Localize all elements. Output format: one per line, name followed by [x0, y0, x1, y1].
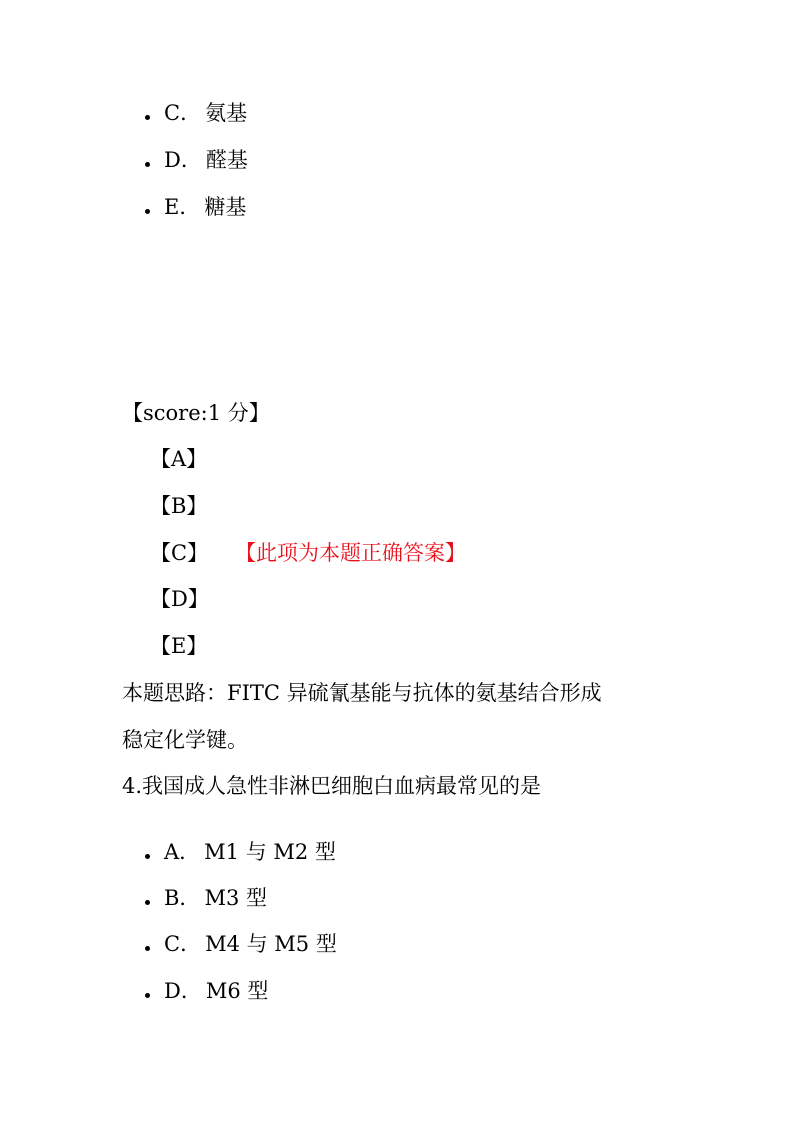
- option-letter: C．: [164, 932, 202, 956]
- bullet-icon: [145, 209, 150, 214]
- q4-option-a: [145, 838, 336, 866]
- answer-e: [150, 632, 207, 660]
- option-letter: D．: [164, 148, 202, 172]
- option-letter: B．: [164, 886, 201, 910]
- bullet-icon: [145, 946, 150, 951]
- option-text: 氨基: [205, 101, 248, 125]
- bullet-icon: [145, 162, 150, 167]
- option-text: M4 与 M5 型: [205, 932, 337, 956]
- option-text: 糖基: [204, 195, 247, 219]
- option-e-prev: [145, 193, 246, 221]
- bullet-icon: [145, 854, 150, 859]
- option-d-prev: [145, 146, 248, 174]
- option-letter: C．: [164, 101, 202, 125]
- answer-b: [150, 492, 207, 520]
- option-text: M3 型: [204, 886, 267, 910]
- answer-label: 【E】: [150, 634, 208, 658]
- option-letter: E．: [164, 195, 201, 219]
- bullet-icon: [145, 993, 150, 998]
- option-text: M1 与 M2 型: [204, 840, 336, 864]
- q4-option-d: [145, 977, 268, 1005]
- explanation-line-1: 本题思路：FITC 异硫氰基能与抗体的氨基结合形成: [122, 681, 602, 705]
- answer-label: 【B】: [150, 494, 208, 518]
- option-text: 醛基: [205, 148, 248, 172]
- option-c-prev: [145, 99, 247, 127]
- question-4-title: 4.我国成人急性非淋巴细胞白血病最常见的是: [122, 774, 542, 798]
- q4-option-c: [145, 930, 337, 958]
- answer-c: [150, 539, 466, 567]
- q4-option-b: [145, 884, 267, 912]
- answer-label: 【C】: [150, 541, 209, 565]
- explanation-line-2: 稳定化学键。: [122, 728, 248, 752]
- correct-answer-tag: 【此项为本题正确答案】: [235, 541, 466, 565]
- option-text: M6 型: [205, 979, 269, 1003]
- bullet-icon: [145, 115, 150, 120]
- answer-d: [150, 585, 209, 613]
- option-letter: D．: [164, 979, 202, 1003]
- answer-label: 【D】: [150, 587, 209, 611]
- score-label: 【score:1 分】: [122, 401, 270, 425]
- option-letter: A．: [164, 840, 201, 864]
- answer-label: 【A】: [150, 447, 208, 471]
- answer-a: [150, 445, 207, 473]
- bullet-icon: [145, 900, 150, 905]
